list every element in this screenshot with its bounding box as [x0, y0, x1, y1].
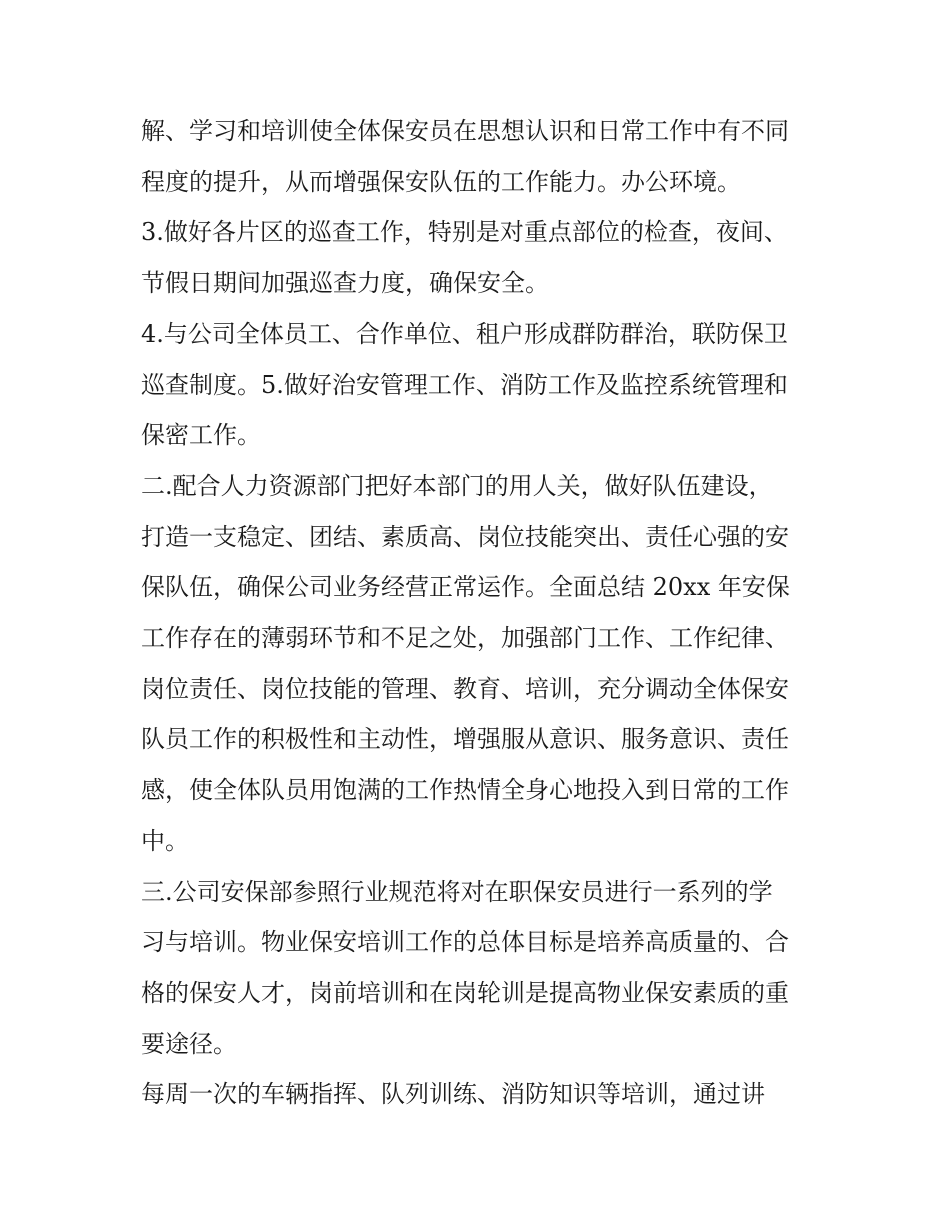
text-line: 要途径。 [141, 1029, 237, 1058]
text-line: 解、学习和培训使全体保安员在思想认识和日常工作中有不同 [141, 117, 789, 145]
text-line: 队员工作的积极性和主动性，增强服从意识、服务意识、责任 [141, 725, 789, 754]
text-line: 保队伍，确保公司业务经营正常运作。全面总结 20xx 年安保 [141, 573, 790, 602]
text-line: 格的保安人才，岗前培训和在岗轮训是提高物业保安素质的重 [141, 978, 789, 1007]
text-line: 程度的提升，从而增强保安队伍的工作能力。办公环境。 [141, 167, 741, 196]
text-line: 每周一次的车辆指挥、队列训练、消防知识等培训，通过讲 [141, 1080, 765, 1109]
text-line: 3.做好各片区的巡查工作，特别是对重点部位的检查，夜间、 [141, 218, 788, 247]
text-line: 二.配合人力资源部门把好本部门的用人关，做好队伍建设， [141, 471, 773, 500]
text-line: 节假日期间加强巡查力度，确保安全。 [141, 269, 549, 298]
text-line: 习与培训。物业保安培训工作的总体目标是培养高质量的、合 [141, 928, 789, 957]
text-line: 岗位责任、岗位技能的管理、教育、培训，充分调动全体保安 [141, 674, 789, 703]
text-line: 巡查制度。5.做好治安管理工作、消防工作及监控系统管理和 [141, 370, 788, 399]
document-body [141, 106, 821, 1120]
text-line: 三.公司安保部参照行业规范将对在职保安员进行一系列的学 [141, 877, 773, 906]
text-line: 打造一支稳定、团结、素质高、岗位技能突出、责任心强的安 [141, 522, 789, 551]
text-line: 4.与公司全体员工、合作单位、租户形成群防群治，联防保卫 [141, 319, 788, 348]
text-line: 感，使全体队员用饱满的工作热情全身心地投入到日常的工作 [141, 776, 789, 805]
text-line: 工作存在的薄弱环节和不足之处，加强部门工作、工作纪律、 [141, 624, 789, 653]
text-line: 中。 [141, 826, 189, 855]
text-line: 保密工作。 [141, 421, 261, 450]
